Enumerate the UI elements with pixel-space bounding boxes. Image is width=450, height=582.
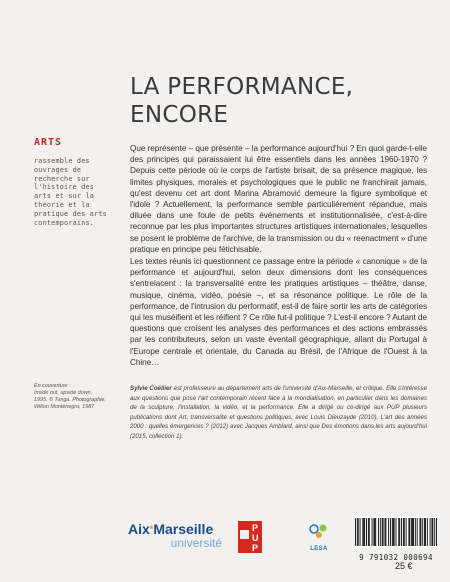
pup-letter-3: P [252,543,259,553]
barcode-bar [388,518,389,546]
barcode-bar [419,518,420,546]
barcode-bar [401,518,402,546]
barcode-bar [431,518,432,546]
barcode-bar [382,518,383,546]
barcode-bar [413,518,414,546]
barcode-bar [374,518,375,546]
title-line-2: ENCORE [130,102,229,128]
barcode-bar [415,518,416,546]
cover-credit-photographer: Wilton Montenegro, 1987 [34,404,95,410]
barcode-bar [411,518,412,546]
amu-marseille: Marseille [153,521,214,537]
pup-logo [232,521,262,558]
barcode-bar [378,518,379,546]
cover-credit-year: 1995. © Tunga. Photographie, [34,397,106,403]
barcode-bar [394,518,395,546]
pup-logo-icon [232,521,262,553]
author-bio-text: est professeure au département arts de l'université d'Aix-Marseille, et critique. Elle s'intéresse aux questions que pose l'art contemporain récent face à la mondialisation, en particulier dans les domaines de la sculpture, l'installation, la vidéo, et la performance. Elle a dirigé ou co-dirigé aux PUP plusieurs publications dont Art, transversalité et questions politiques, avec Louis Dieuzayde (2010), L'art des années 2000 : quelles émergences ? (2012) avec Jacques Amblard, ainsi que Des émotions dans les arts aujourd'hui (2015, collection 1). [130,385,427,440]
amu-universite: université [170,536,222,550]
barcode-bar [390,518,391,546]
barcode-bar [403,518,404,546]
barcode-bar [375,518,376,546]
barcode-bar [434,518,435,546]
barcode-bar [364,518,365,546]
pup-letter-2: U [252,533,259,543]
barcode-bar [424,518,425,546]
barcode-bar [432,518,433,546]
barcode-bar [412,518,413,546]
barcode-bar [383,518,384,546]
barcode-bar [399,518,400,546]
barcode-bar [358,518,359,546]
cover-credit [34,383,119,411]
barcode-bar [436,518,437,546]
series-name: ARTS [34,137,63,148]
barcode-bar [393,518,394,546]
lesa-emblem-icon [307,521,331,541]
title-line-1: LA PERFORMANCE, [130,74,354,100]
barcode-bar [409,518,410,546]
lesa-label: LESA [310,546,328,552]
barcode [355,517,437,562]
barcode-bar [427,518,428,546]
amu-star-icon: * [149,524,154,534]
lesa-logo [302,521,336,552]
barcode-bar [384,518,385,546]
cover-credit-heading: En couverture : [34,383,71,389]
barcode-bar [369,518,370,546]
barcode-bar [366,518,367,546]
barcode-bar [422,518,423,546]
barcode-bar [368,518,369,546]
author-bio [130,384,427,442]
barcode-bar [404,518,405,546]
aix-marseille-logo [128,522,228,554]
pup-letter-1: P [252,523,259,533]
barcode-bar [420,518,421,546]
price: 25 € [395,561,413,571]
barcode-bar [417,518,418,546]
barcode-bar [406,518,407,546]
barcode-bar [392,518,393,546]
series-description: rassemble des ouvrages de recherche sur l'histoire des arts et sur la théorie et la pratique des arts contemporains. [34,157,107,227]
barcode-bar [430,518,431,546]
barcode-bar [362,518,363,546]
amu-aix: Aix [128,521,150,537]
barcode-bar [398,518,399,546]
barcode-bar [357,518,358,546]
cover-credit-work: Inside out, upside down, [34,390,93,396]
barcode-bar [355,518,356,546]
barcode-bar [408,518,409,546]
barcode-bar [396,518,397,546]
barcode-bar [380,518,381,546]
barcode-bar [363,518,364,546]
back-cover-text [130,143,427,369]
barcode-bar [372,518,373,546]
barcode-bar [360,518,361,546]
barcode-bar [385,518,386,546]
barcode-bar [373,518,374,546]
paragraph-1: Que représente – que présente – la performance aujourd'hui ? En quoi garde-t-elle des principes qui paraissaient lui être essentiels dans les années 1960-1970 ? Depuis cette période où le corps de l'artiste brisait, de sa présence magique, les limites physiques, morales et psychologiques que le public ne franchirait jamais, qu'est devenu cet art dont Marina Abramović demeure la figure symbolique et l'idole ? Actuellement, la performance semble particulièrement répandue, mais diluée dans une foule de petits événements et institutionnalisée, c'est-à-dire reconnue par les plus importantes structures artistiques internationales, lesquelles se posent le problème de l'archive, de la transmission ou du « reenactment » d'une pratique en principe peu fétichisable. [130,144,427,254]
author-name: Sylvie Coëllier [130,385,172,392]
book-title [130,73,430,129]
barcode-bar [425,518,426,546]
paragraph-2: Les textes réunis ici questionnent ce passage entre la période « canonique » de la performance et aujourd'hui, selon deux dimensions dont les conséquences s'entrelacent : la transversalité entre les pratiques artistiques – théâtre, danse, musique, cinéma, vidéo, poésie –, et sa résonance politique. Le rôle de la performance, de l'intrusion du performatif, est-il de faire sortir les arts de catégories qui les muséifient et les réifient ? Ce rôle fut-il politique ? L'est-il encore ? Autant de questions que croisent les analyses des performances et des actions embrassés par les contributeurs, selon un vaste éventail géographique, allant du Portugal à l'Europe centrale et orientale, du Canada au Brésil, de l'Afrique de l'Ouest à la Chine… [130,257,427,367]
barcode-icon [355,517,437,547]
isbn-number: 9 791032 000694 [359,553,433,562]
